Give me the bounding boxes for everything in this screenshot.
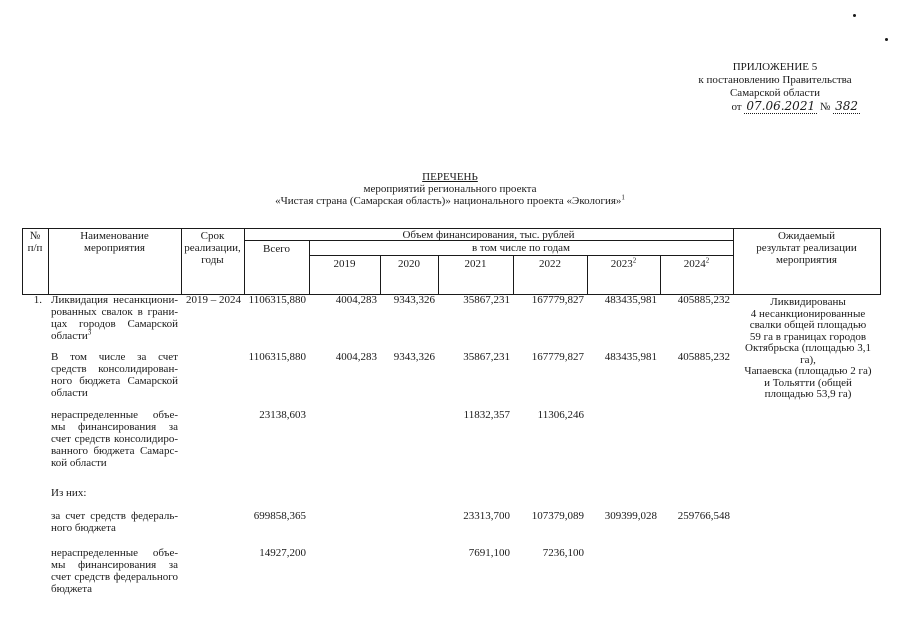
table-cell-year-2021: 7691,100: [468, 547, 510, 559]
header-year: 2023$^2$: [610, 256, 637, 270]
scan-speck: [885, 38, 888, 41]
table-cell-total: 1106315,880: [248, 294, 306, 306]
date-prefix: от: [731, 101, 742, 113]
footnote-mark: 3: [87, 328, 92, 337]
header-year: 2022: [539, 258, 561, 270]
table-cell-year-2023: 309399,028: [604, 510, 657, 522]
expected-result: Ликвидированы 4 несанкционированные свалки общей площадью 59 га в границах городов Октябрьска (площадью 3,1 га), Чапаевска (площадью 2 га) и Тольятти (общей площадью 53,9 га): [744, 296, 872, 400]
table-cell-name: Ликвидация несанкциони-рованных свалок в грани-цах городов Самарской области$^3$: [51, 294, 178, 342]
appendix-line-2: к постановлению Правительства: [698, 74, 852, 86]
table-cell-year-2019: 4004,283: [335, 294, 377, 306]
header-by-years: в том числе по годам: [471, 242, 571, 254]
table-cell-year-2021: 35867,231: [463, 294, 510, 306]
appendix-block: [690, 61, 860, 114]
title-line-1: ПЕРЕЧЕНЬ: [422, 171, 478, 183]
table-cell-total: 14927,200: [259, 547, 306, 559]
header-funding: Объем финансирования, тыс. рублей: [402, 229, 575, 241]
table-cell-total: 23138,603: [259, 409, 306, 421]
scan-speck: [853, 14, 856, 17]
appendix-date-line: [690, 100, 860, 114]
table-cell-year-2024: 405885,232: [677, 294, 730, 306]
table-cell-name: нераспределенные объе-мы финансирования за счет средств консолидиро-ванного бюджета Самарс-кой области: [51, 409, 178, 469]
table-cell-year-2019: 4004,283: [335, 351, 377, 363]
table-cell-name: Из них:: [51, 487, 87, 499]
appendix-line-1: ПРИЛОЖЕНИЕ 5: [732, 61, 818, 73]
table-cell-year-2021: 35867,231: [463, 351, 510, 363]
table-cell-year-2022: 167779,827: [531, 294, 584, 306]
table-cell-total: 1106315,880: [248, 351, 306, 363]
appendix-line-3: Самарской области: [729, 87, 821, 99]
title-line-2: мероприятий регионального проекта: [363, 183, 537, 195]
table-cell-year-2021: 23313,700: [463, 510, 510, 522]
table-cell-year-2022: 107379,089: [531, 510, 584, 522]
table-cell-year-2020: 9343,326: [393, 294, 435, 306]
table-cell-year-2024: 405885,232: [677, 351, 730, 363]
number-prefix: №: [819, 101, 831, 113]
header-total: Всего: [263, 243, 290, 255]
document-title: [180, 171, 720, 207]
header-result: Ожидаемый результат реализации мероприятия: [756, 230, 857, 266]
table-cell-year-2020: 9343,326: [393, 351, 435, 363]
header-year: 2019: [333, 258, 356, 270]
title-line-3: «Чистая страна (Самарская область)» национального проекта «Экология»: [275, 195, 622, 207]
table-cell-total: 699858,365: [253, 510, 306, 522]
header-period: Срок реализации, годы: [184, 230, 241, 266]
header-num: № п/п: [27, 230, 43, 254]
title-footnote-mark: 1: [621, 193, 625, 202]
table-cell-year-2023: 483435,981: [604, 351, 657, 363]
header-year: 2020: [398, 258, 420, 270]
table-cell-name: В том числе за счет средств консолидирован-ного бюджета Самарской области: [51, 351, 178, 399]
table-cell-year-2021: 11832,357: [463, 409, 510, 421]
table-cell-num: 1.: [33, 294, 42, 306]
header-year: 2021: [464, 258, 487, 270]
handwritten-number: 382: [835, 99, 858, 113]
table-cell-year-2023: 483435,981: [604, 294, 657, 306]
table-cell-year-2024: 259766,548: [677, 510, 730, 522]
table-cell-year-2022: 11306,246: [537, 409, 584, 421]
header-name: Наименование мероприятия: [80, 230, 149, 254]
table-cell-year-2022: 7236,100: [542, 547, 584, 559]
table-cell-year-2022: 167779,827: [531, 351, 584, 363]
table-cell-period: 2019 – 2024: [186, 294, 241, 306]
table-cell-name: нераспределенные объе-мы финансирования за счет средств федерального бюджета: [51, 547, 178, 595]
table-cell-name: за счет средств федераль-ного бюджета: [51, 510, 178, 534]
title-line-3-wrap: [180, 195, 720, 207]
handwritten-date: 07.06.2021: [746, 99, 816, 113]
header-year: 2024$^2$: [683, 256, 710, 270]
